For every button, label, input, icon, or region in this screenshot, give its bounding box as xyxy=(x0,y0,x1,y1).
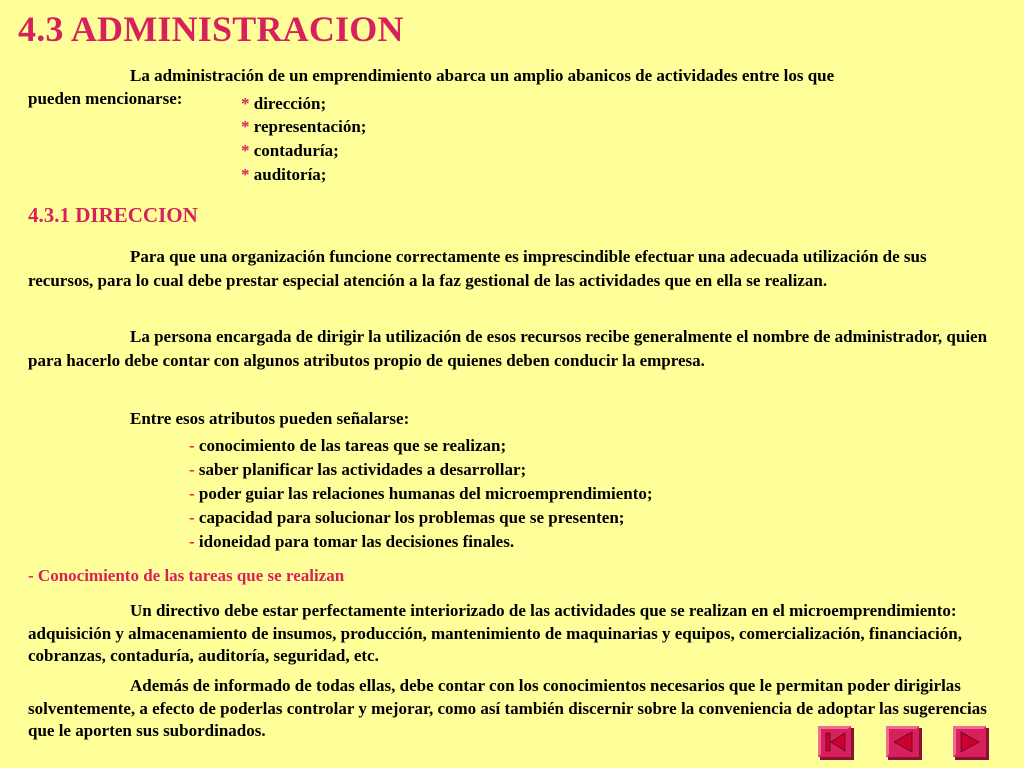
section-heading: - Conocimiento de las tareas que se realizan xyxy=(28,566,345,585)
paragraph-administrator: La persona encargada de dirigir la utilización de esos recursos recibe generalmente el nombre de administrador, quien para hacerlo debe contar con algunos atributos propio de quienes deben conducir la empresa. xyxy=(28,327,988,370)
list-item-text: dirección; xyxy=(253,94,327,113)
page-title: 4.3 ADMINISTRACION xyxy=(18,9,404,49)
paragraph-activities: Un directivo debe estar perfectamente interiorizado de las actividades que se realizan en el microemprendimiento: adquisición y almacenamiento de insumos, producción, mantenimiento de maquinarias y equipos, comercialización, financiación, cobranzas, contaduría, auditoría, seguridad, etc. xyxy=(28,601,962,665)
list-item xyxy=(241,92,326,115)
first-slide-icon xyxy=(818,726,854,760)
next-slide-icon xyxy=(953,726,989,760)
list-item xyxy=(189,434,506,457)
list-item xyxy=(189,482,653,505)
bullet-marker: * xyxy=(241,165,250,184)
paragraph-knowledge: Además de informado de todas ellas, debe contar con los conocimientos necesarios que le permitan poder dirigirlas solventemente, a efecto de poderlas controlar y mejorar, como así también discernir sobre la conveniencia de adoptar las sugerencias que le aporten sus subordinados. xyxy=(28,676,987,740)
list-item-text: capacidad para solucionar los problemas que se presenten; xyxy=(198,508,625,527)
list-item xyxy=(189,530,514,553)
paragraph-attributes-intro: Entre esos atributos pueden señalarse: xyxy=(130,409,410,428)
list-item xyxy=(189,506,624,529)
intro-line-2: pueden mencionarse: xyxy=(28,89,183,108)
list-item xyxy=(241,115,366,138)
dash-marker: - xyxy=(189,436,195,455)
list-item-text: contaduría; xyxy=(253,141,339,160)
next-slide-button[interactable] xyxy=(953,726,989,760)
list-item-text: representación; xyxy=(253,117,367,136)
list-item xyxy=(241,163,326,186)
previous-slide-icon xyxy=(886,726,922,760)
section-subtitle: 4.3.1 DIRECCION xyxy=(28,203,198,227)
bullet-marker: * xyxy=(241,117,250,136)
bullet-marker: * xyxy=(241,94,250,113)
list-item-text: saber planificar las actividades a desarrollar; xyxy=(198,460,527,479)
paragraph-resources: Para que una organización funcione correctamente es imprescindible efectuar una adecuada utilización de sus recursos, para lo cual debe prestar especial atención a la faz gestional de las actividades que en ella se realizan. xyxy=(28,247,927,290)
dash-marker: - xyxy=(189,508,195,527)
first-slide-button[interactable] xyxy=(818,726,854,760)
list-item-text: poder guiar las relaciones humanas del microemprendimiento; xyxy=(198,484,653,503)
list-item xyxy=(189,458,526,481)
dash-marker: - xyxy=(189,460,195,479)
list-item-text: idoneidad para tomar las decisiones finales. xyxy=(198,532,515,551)
list-item-text: auditoría; xyxy=(253,165,327,184)
list-item-text: conocimiento de las tareas que se realizan; xyxy=(198,436,507,455)
previous-slide-button[interactable] xyxy=(886,726,922,760)
bullet-marker: * xyxy=(241,141,250,160)
dash-marker: - xyxy=(189,532,195,551)
list-item xyxy=(241,139,339,162)
dash-marker: - xyxy=(189,484,195,503)
intro-line-1: La administración de un emprendimiento abarca un amplio abanicos de actividades entre los que xyxy=(130,66,835,85)
